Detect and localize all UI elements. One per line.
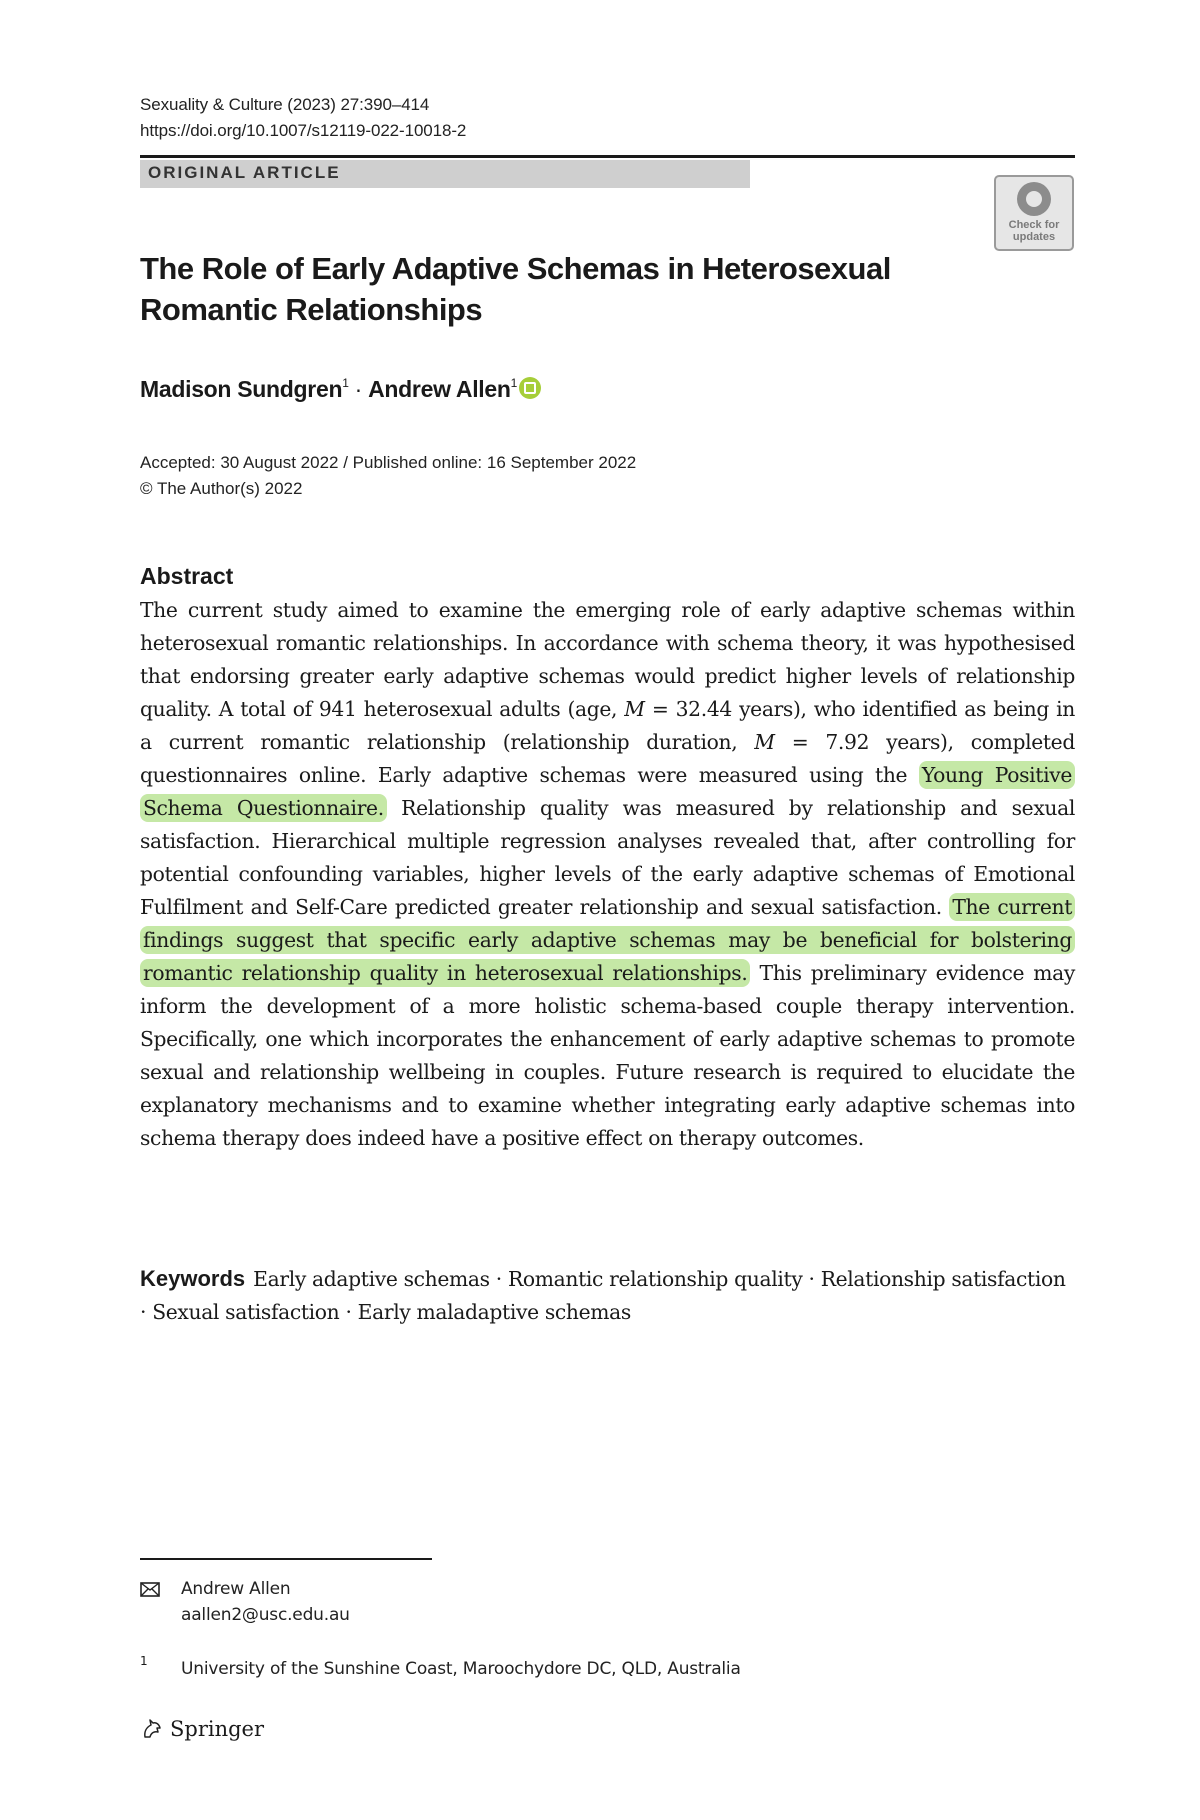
abstract-body: The current study aimed to examine the emerging role of early adaptive schemas within heterosexual romantic relationships. In accordance with schema theory, it was hypothesised that endorsing greater early adaptive schemas would predict higher levels of relationship quality. A total of 941 heterosexual adults (age, M = 32.44 years), who identified as being in a current romantic relationship (relationship duration, M = 7.92 years), completed questionnaires online. Early adaptive schemas were measured using the Young Positive Schema Questionnaire. Relationship quality was measured by relationship and sexual satisfaction. Hierarchical multiple regression analyses revealed that, after controlling for potential confounding variables, higher levels of the early adaptive schemas of Emotional Fulfilment and Self-Care predicted greater relationship and sexual satisfaction. The current findings suggest that specific early adaptive schemas may be beneficial for bolstering romantic relationship quality in heterosexual relationships. This preliminary evidence may inform the development of a more holistic schema-based couple therapy intervention. Specifically, one which incorporates the enhancement of early adaptive schemas to promote sexual and relationship wellbeing in couples. Future research is required to elucidate the explanatory mechanisms and to examine whether integrating early adaptive schemas into schema therapy does indeed have a positive effect on therapy outcomes. [140,598,1076,1150]
author-separator: · [348,376,369,402]
publication-dates [140,450,636,502]
mail-icon [140,1582,160,1597]
highlight-annotation[interactable]: Young Positive Schema Questionnaire. [140,761,1075,822]
author-list [140,376,541,403]
article-title: The Role of Early Adaptive Schemas in Heterosexual Romantic Relationships [140,251,891,327]
affiliation-marker: 1 [342,376,349,390]
springer-horse-icon [140,1716,164,1740]
keywords-label: Keywords [140,1266,246,1291]
affiliation: University of the Sunshine Coast, Maroochydore DC, QLD, Australia [181,1659,741,1679]
author-name[interactable]: Madison Sundgren [140,376,343,402]
highlight-annotation[interactable]: The current findings suggest that specific early adaptive schemas may be beneficial for bolstering romantic relationship quality in heterosexual relationships. [140,893,1075,987]
affiliation-number: 1 [140,1654,148,1668]
footnote-rule [140,1558,432,1560]
publisher-name: Springer [170,1717,265,1741]
corresponding-author-email[interactable]: aallen2@usc.edu.au [181,1605,350,1625]
header-rule [140,155,1075,158]
crossmark-label: Check for updates [1008,219,1060,243]
affiliation-marker: 1 [510,376,518,390]
article-category: ORIGINAL ARTICLE [148,163,341,182]
copyright-notice: © The Author(s) 2022 [140,479,303,498]
crossmark-icon [1017,182,1051,216]
publisher-logo [140,1716,264,1741]
author-name[interactable]: Andrew Allen [368,376,511,402]
orcid-icon[interactable] [519,377,541,399]
keywords-list: Early adaptive schemas · Romantic relationship quality · Relationship satisfaction · Sexual satisfaction · Early maladaptive schemas [140,1267,1066,1324]
article-category-bar [140,160,750,188]
journal-citation: Sexuality & Culture (2023) 27:390–414 [140,95,430,114]
crossmark-badge[interactable] [994,175,1074,251]
journal-header [140,92,466,144]
doi-link[interactable]: https://doi.org/10.1007/s12119-022-10018-2 [140,121,467,140]
accepted-published-dates: Accepted: 30 August 2022 / Published online: 16 September 2022 [140,453,637,472]
keywords [140,1262,1075,1329]
corresponding-author-name: Andrew Allen [181,1579,291,1599]
abstract-heading: Abstract [140,563,234,589]
